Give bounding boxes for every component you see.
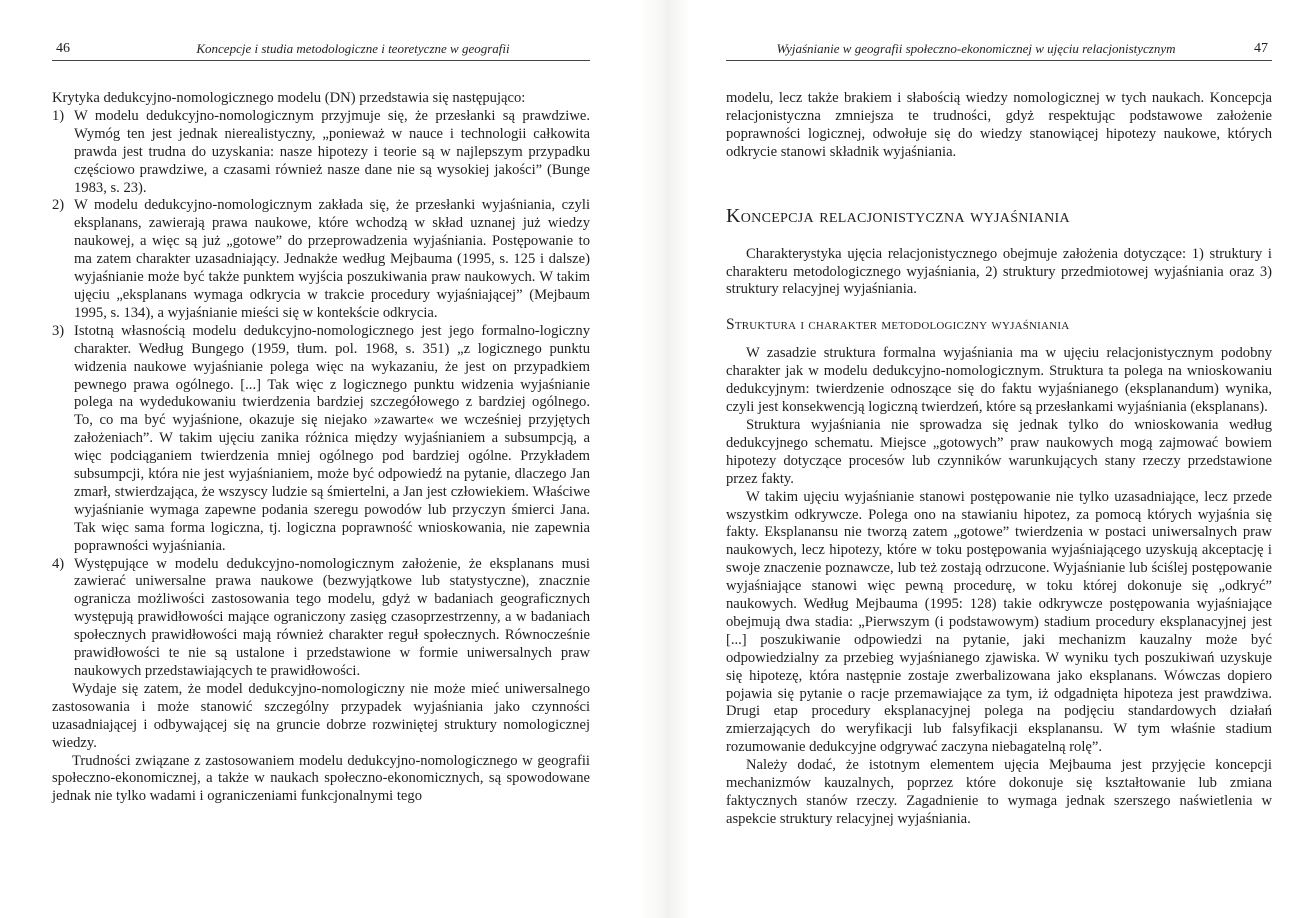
body-paragraph: Wydaje się zatem, że model dedukcyjno-nomologiczny nie może mieć uniwersalnego zastosowania i może stanowić szczególny przypadek wyjaśniania jako czynności uzasadniającej i odbywającej się na gruncie dobrze rozwiniętej struktury nomologicznej wiedzy. [52,680,590,751]
right-running-title: Wyjaśnianie w geografii społeczno-ekonomicznej w ujęciu relacjonistycznym [776,41,1176,56]
critique-intro: Krytyka dedukcyjno-nomologicznego modelu (DN) przedstawia się następująco: [52,90,526,106]
body-paragraph: Trudności związane z zastosowaniem modelu dedukcyjno-nomologicznego w geografii społeczno-ekonomicznej, a także w naukach społeczno-ekonomicznych, są spowodowane jednak nie tylko wadami i ograniczeniami funkcjonalnymi tego [52,752,590,805]
left-page-number: 46 [56,41,70,56]
critique-point [52,323,590,556]
point-text: W modelu dedukcyjno-nomologicznym przyjmuje się, że przesłanki są prawdziwe. Wymóg ten jest jednak nierealistyczny, „ponieważ w nauce i technologii całkowita prawda jest trudna do uzyskania: nasze hipotezy i teorie są w najlepszym przypadku częściowo prawdziwe, a czasami również nasze dane nie są wysokiej jakości” (Bunge 1983, s. 23). [74,107,590,196]
body-paragraph: Struktura wyjaśniania nie sprowadza się jednak tylko do wnioskowania według dedukcyjnego schematu. Miejsce „gotowych” praw naukowych mogą zajmować bowiem hipotezy dotyczące procesów lub czynników warunkujących stany rzeczy przedstawione przez fakty. [726,416,1272,487]
critique-list [52,108,590,681]
body-paragraph: Należy dodać, że istotnym elementem ujęcia Mejbauma jest przyjęcie koncepcji mechanizmów kauzalnych, poprzez które dokonuje się kształtowanie lub zmiana faktycznych stanów rzeczy. Zagadnienie to wymaga jednak szerszego naświetlenia w aspekcie struktury relacyjnej wyjaśniania. [726,757,1272,827]
right-body-text [726,90,1272,829]
chapter-heading: Koncepcja relacjonistyczna wyjaśniania [726,204,1070,227]
point-text: Istotną własnością modelu dedukcyjno-nomologicznego jest jego formalno-logiczny charakter. Według Bungego (1959, tłum. pol. 1968, s. 351) „z logicznego punktu widzenia naukowe wyjaśnianie polega więc na wykazaniu, że jest on przypadkiem pewnego prawa ogólnego. [...] Tak więc z logicznego punktu widzenia wyjaśnianie polega na wydedukowaniu twierdzenia bardziej szczegółowego z bardziej ogólnego. To, co ma być wyjaśnione, okazuje się niejako »zawarte« we wcześniej przyjętych założeniach”. W takim ujęciu zanika różnica między wyjaśnianiem a subsumpcją, a więc podciąganiem twierdzenia mniej ogólnego pod bardziej ogólne. Przykładem subsumpcji, która nie jest wyjaśnianiem, może być odpowiedź na pytanie, dlaczego Jan zmarł, stwierdzająca, że wszyscy ludzie są śmiertelni, a Jan jest człowiekiem. Właściwe wyjaśnianie wymaga zapewne podania szeregu powodów lub przyczyn śmierci Jana. Tak więc sama forma logiczna, tj. logiczna poprawność wnioskowania, nie zapewnia poprawności wyjaśniania. [74,322,590,554]
point-text: Występujące w modelu dedukcyjno-nomologicznym założenie, że eksplanans musi zawierać uniwersalne prawa naukowe (bezwyjątkowe lub statystyczne), znacznie ogranicza możliwości zastosowania tego modelu, gdyż w badaniach geograficznych występują prawidłowości mające ograniczony zasięg czasoprzestrzenny, a w badaniach społecznych prawidłowości mają również charakter reguł społecznych. Równocześnie prawidłowości te nie są ustalone i przedstawione w formie uniwersalnych praw naukowych przedstawiających te prawidłowości. [74,555,590,679]
point-number: 3) [52,322,65,339]
critique-point [52,556,590,681]
point-text: W modelu dedukcyjno-nomologicznym zakłada się, że przesłanki wyjaśniania, czyli eksplanans, zawierają prawa naukowe, które wchodzą w skład uznanej już wiedzy naukowej, a więc są już „gotowe” do przeprowadzenia wyjaśniania. Postępowanie to ma zatem charakter uzasadniający. Jednakże według Mejbauma (1995, s. 125 i dalsze) wyjaśnianie może być także punktem wyjścia poszukiwania praw naukowych. W takim ujęciu „eksplanans wymaga odkrycia w trakcie procedury wyjaśniającej” (Mejbaum 1995, s. 134), a wyjaśnianie mieści się w kontekście odkrycia. [74,197,590,321]
right-page [690,0,1313,918]
left-running-title: Koncepcje i studia metodologiczne i teoretyczne w geografii [196,41,510,56]
left-body-text [52,90,590,806]
left-running-head [52,40,590,61]
body-paragraph: W takim ujęciu wyjaśnianie stanowi postępowanie nie tylko uzasadniające, lecz przede wszystkim odkrywcze. Polega ono na stawianiu hipotez, za pomocą których wyjaśnia się fakty. Eksplanansu nie tworzą zatem „gotowe” twierdzenia w postaci uniwersalnych praw naukowych, lecz hipotezy, które w toku postępowania wyjaśniającego uzyskują akceptację i swoje znaczenie poznawcze, lub też zostają odrzucone. Wyjaśnianie lub ściślej postępowanie wyjaśniające stanowi więc pewną procedurę, w toku której dokonuje się „odkryć” naukowych. Według Mejbauma (1995: 128) takie odkrywcze postępowania wyjaśniające obejmują dwa stadia: „Pierwszym (i podstawowym) stadium procedury eksplanacyjnej jest [...] poszukiwanie odpowiedzi na pytanie, jaki mechanizm kauzalny może być odpowiedzialny za przebieg wyjaśnianego zjawiska. W wyniku tych poszukiwań uzyskuje się hipotezę, która następnie zostaje zwerbalizowana jako eksplanans. Wówczas dopiero pojawia się pytanie o racje przemawiające za tym, iż odgadnięta hipoteza jest prawdziwa. Drugi etap procedury eksplanacyjnej polega na podjęciu standardowych działań zmierzających do weryfikacji lub falsyfikacji eksplanansu. W tym właśnie stadium rozumowanie dedukcyjne odgrywać zaczyna niebagatelną rolę”. [726,488,1272,756]
continuation-paragraph: modelu, lecz także brakiem i słabością wiedzy nomologicznej w tych naukach. Koncepcja relacjonistyczna zmniejsza te trudności, gdyż respektując podstawowe założenie poprawności logicznej, odwołuje się do wiedzy stanowiącej hipotezy naukowe, których odkrycie stanowi składnik wyjaśniania. [726,90,1272,160]
body-paragraph: W zasadzie struktura formalna wyjaśniania ma w ujęciu relacjonistycznym podobny charakter jak w modelu dedukcyjno-nomologicznym. Struktura ta polega na wnioskowaniu dedukcyjnym: twierdzenie odnoszące się do faktu wyjaśnianego (eksplanandum) wynika, czyli jest konsekwencją logiczną twierdzeń, które są przesłankami wyjaśniania (eksplanans). [726,345,1272,416]
book-gutter [640,0,690,918]
critique-point [52,108,590,198]
left-page [0,0,640,918]
point-number: 4) [52,555,65,572]
critique-point [52,197,590,322]
point-number: 2) [52,197,65,214]
section-heading: Struktura i charakter metodologiczny wyjaśniania [726,316,1070,334]
chapter-intro-paragraph: Charakterystyka ujęcia relacjonistycznego obejmuje założenia dotyczące: 1) struktury i charakteru metodologicznego wyjaśniania, 2) struktury przedmiotowej wyjaśniania oraz 3) struktury relacyjnej wyjaśniania. [726,245,1272,298]
right-running-head [726,40,1272,61]
right-page-number: 47 [1254,41,1268,56]
point-number: 1) [52,107,65,124]
